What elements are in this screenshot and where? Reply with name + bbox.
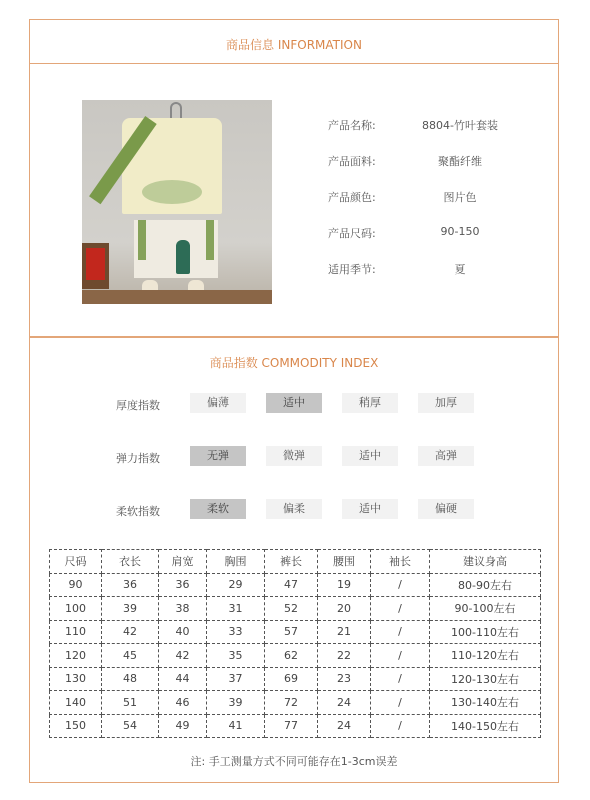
table-cell: / [371, 691, 430, 715]
column-header: 肩宽 [159, 550, 207, 574]
table-cell: 20 [318, 597, 371, 621]
table-cell: 24 [318, 714, 371, 738]
elasticity-option: 微弹 [266, 446, 322, 466]
table-cell: 80-90左右 [430, 573, 541, 597]
thickness-option: 偏薄 [190, 393, 246, 413]
table-cell: 31 [207, 597, 265, 621]
information-panel [29, 19, 559, 337]
softness-option: 偏硬 [418, 499, 474, 519]
table-cell: 130 [50, 667, 102, 691]
table-cell: / [371, 620, 430, 644]
info-label-season: 适用季节: [328, 263, 376, 276]
column-header: 腰围 [318, 550, 371, 574]
info-value-season: 夏 [454, 263, 466, 276]
table-cell: / [371, 714, 430, 738]
table-row [50, 667, 541, 691]
column-header: 尺码 [50, 550, 102, 574]
tassel-ornament [176, 240, 190, 274]
thickness-option: 加厚 [418, 393, 474, 413]
table-cell: 130-140左右 [430, 691, 541, 715]
table-cell: 47 [265, 573, 318, 597]
elasticity-option: 适中 [342, 446, 398, 466]
table-cell: / [371, 597, 430, 621]
table-cell: 46 [159, 691, 207, 715]
table-cell: 90-100左右 [430, 597, 541, 621]
thickness-index-label: 厚度指数 [116, 399, 160, 412]
size-chart-header-row [50, 550, 541, 574]
table-cell: 45 [102, 644, 159, 668]
table-cell: 22 [318, 644, 371, 668]
commodity-index-panel [29, 337, 559, 783]
elasticity-option: 无弹 [190, 446, 246, 466]
table-cell: 110-120左右 [430, 644, 541, 668]
table-cell: 69 [265, 667, 318, 691]
table-cell: 49 [159, 714, 207, 738]
product-photo [82, 100, 272, 304]
thickness-option: 适中 [266, 393, 322, 413]
table-cell: 23 [318, 667, 371, 691]
table-cell: 21 [318, 620, 371, 644]
column-header: 袖长 [371, 550, 430, 574]
table-cell: 52 [265, 597, 318, 621]
table-cell: 100-110左右 [430, 620, 541, 644]
measurement-note: 注: 手工测量方式不同可能存在1-3cm误差 [190, 755, 398, 768]
table-cell: 19 [318, 573, 371, 597]
info-label-size: 产品尺码: [328, 227, 376, 240]
table-row [50, 714, 541, 738]
column-header: 胸围 [207, 550, 265, 574]
table-cell: 72 [265, 691, 318, 715]
column-header: 衣长 [102, 550, 159, 574]
table-cell: 120 [50, 644, 102, 668]
elasticity-option: 高弹 [418, 446, 474, 466]
info-value-fabric: 聚酯纤维 [438, 155, 482, 168]
table-cell: 42 [102, 620, 159, 644]
size-chart-table [49, 549, 541, 738]
table-cell: 41 [207, 714, 265, 738]
table-cell: 36 [159, 573, 207, 597]
info-label-color: 产品颜色: [328, 191, 376, 204]
pants-band-left [138, 220, 146, 260]
table-cell: 40 [159, 620, 207, 644]
column-header: 裤长 [265, 550, 318, 574]
table-cell: 140-150左右 [430, 714, 541, 738]
title-divider [30, 63, 558, 64]
softness-option: 偏柔 [266, 499, 322, 519]
table-cell: 48 [102, 667, 159, 691]
table-cell: 39 [102, 597, 159, 621]
table-cell: 51 [102, 691, 159, 715]
table-row [50, 644, 541, 668]
table-cell: 42 [159, 644, 207, 668]
table-row [50, 573, 541, 597]
elasticity-index-label: 弹力指数 [116, 452, 160, 465]
leaf-print-shape [142, 180, 202, 204]
table-cell: 29 [207, 573, 265, 597]
table-cell: / [371, 667, 430, 691]
table-cell: 38 [159, 597, 207, 621]
table-cell: 36 [102, 573, 159, 597]
table-cell: 90 [50, 573, 102, 597]
softness-option: 柔软 [190, 499, 246, 519]
column-header: 建议身高 [430, 550, 541, 574]
info-value-color: 图片色 [443, 191, 477, 204]
table-cell: / [371, 644, 430, 668]
table-cell: 100 [50, 597, 102, 621]
table-cell: 150 [50, 714, 102, 738]
softness-index-label: 柔软指数 [116, 505, 160, 518]
table-cell: 35 [207, 644, 265, 668]
table-cell: 120-130左右 [430, 667, 541, 691]
floor-shape [82, 290, 272, 304]
table-cell: 54 [102, 714, 159, 738]
info-label-name: 产品名称: [328, 119, 376, 132]
commodity-index-title: 商品指数 COMMODITY INDEX [209, 356, 379, 370]
thickness-option: 稍厚 [342, 393, 398, 413]
softness-option: 适中 [342, 499, 398, 519]
table-cell: 140 [50, 691, 102, 715]
wall-picture-frame [82, 243, 109, 289]
table-cell: 24 [318, 691, 371, 715]
table-cell: / [371, 573, 430, 597]
table-row [50, 620, 541, 644]
table-row [50, 691, 541, 715]
table-cell: 39 [207, 691, 265, 715]
information-title: 商品信息 INFORMATION [226, 38, 362, 52]
pants-band-right [206, 220, 214, 260]
table-cell: 37 [207, 667, 265, 691]
info-label-fabric: 产品面料: [328, 155, 376, 168]
table-cell: 57 [265, 620, 318, 644]
table-cell: 110 [50, 620, 102, 644]
table-cell: 62 [265, 644, 318, 668]
table-cell: 77 [265, 714, 318, 738]
info-value-size: 90-150 [440, 225, 480, 238]
table-cell: 44 [159, 667, 207, 691]
info-value-name: 8804-竹叶套装 [422, 119, 498, 132]
hanger-shape [170, 102, 182, 118]
table-cell: 33 [207, 620, 265, 644]
table-row [50, 597, 541, 621]
